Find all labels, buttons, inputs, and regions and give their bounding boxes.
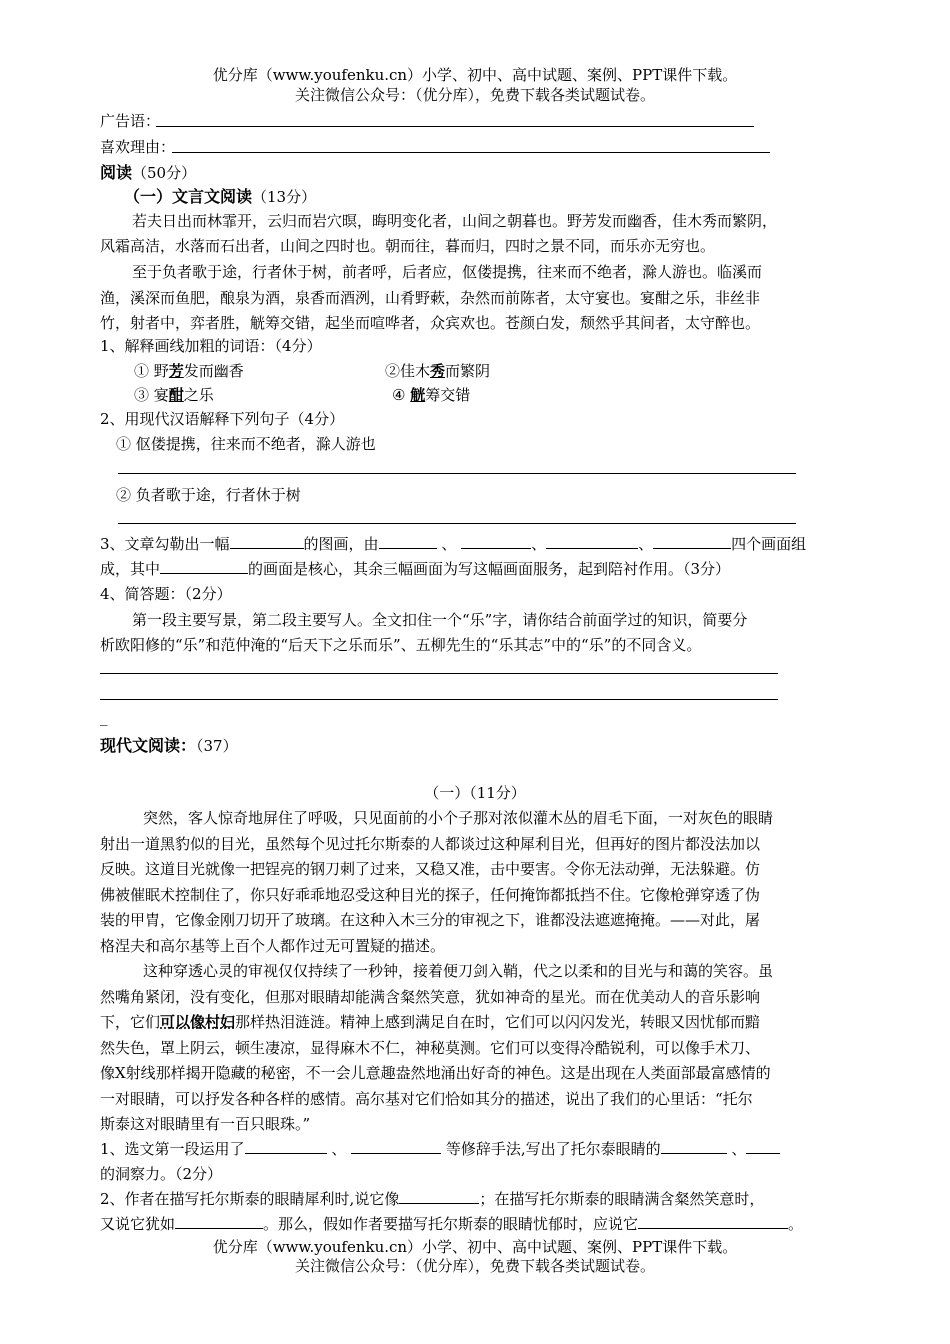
q1-item-4-word: 觥 [410,386,426,404]
q3-text-3: 四个画面组 [731,535,807,553]
mq1-text-1: 1、选文第一段运用了 [100,1140,245,1158]
classical-score: （13分） [252,188,317,206]
q1-item-4-pre: ④ [392,386,411,404]
q3-text-2: 的图画，由 [303,535,379,553]
mq2-text-5: 。 [788,1215,804,1233]
q1-item-1 [134,360,244,381]
q4-answer-line-2[interactable] [100,699,778,700]
modern-q1-line2: 的洞察力。（2分） [100,1165,223,1183]
q2-sentence-2: ② 负者歌于途，行者休于树 [116,486,301,504]
classical-q3-line1: 3、文章勾勒出一幅 的图画，由 、 、 、 四个画面组 [100,535,807,553]
modern-p1-line3: 反映。这道目光就像一把锃亮的钢刀刺了过来，又稳又准，击中要害。令你无法动弹，无法躲避。仿 [100,860,761,878]
classical-q1: 1、解释画线加粗的词语：（4分） [100,337,322,355]
classical-p2-line2: 渔，溪深而鱼肥，酿泉为酒，泉香而酒洌，山肴野蔌，杂然而前陈者，太守宴也。宴酣之乐，非丝非 [100,289,761,307]
q3-blank-5[interactable] [653,534,731,549]
classical-p1-line1: 若夫日出而林霏开，云归而岩穴暝，晦明变化者，山间之朝暮也。野芳发而幽香，佳木秀而繁阴， [132,212,778,230]
q3-blank-4[interactable] [546,534,638,549]
q1-item-1-pre: ① 野 [134,362,169,380]
q3-blank-2[interactable] [379,534,437,549]
header-line-1: 优分库（www.youfenku.cn）小学、初中、高中试题、案例、PPT课件下载。 [212,66,738,84]
modern-sub-title: （一）（11分） [424,784,526,802]
modern-p2-line7: 斯泰这对眼睛里有一百只眼珠。” [100,1115,311,1133]
modern-p1-line5: 装的甲胄，它像金刚刀切开了玻璃。在这种入木三分的审视之下，谁都没法遮遮掩掩。——对此，屠 [100,911,761,929]
modern-p2-line4: 然失色，罩上阴云，顿生凄凉，显得麻木不仁，神秘莫测。它们可以变得冷酷锐利，可以像手术刀、 [100,1039,761,1057]
classical-q4: 4、简答题：（2分） [100,585,232,603]
q2-sentence-1: ① 伛偻提携，往来而不绝者，滁人游也 [116,435,376,453]
q3-text-1: 3、文章勾勒出一幅 [100,535,230,553]
q1-item-3-post: 之乐 [183,386,214,404]
reading-title: 阅读 [100,163,133,182]
mq2-blank-2[interactable] [175,1214,263,1229]
modern-p1-line6: 格涅夫和高尔基等上百个人都作过无可置疑的描述。 [100,937,446,955]
q3-blank-6[interactable] [160,559,248,574]
q3-blank-1[interactable] [230,534,304,549]
modern-heading [100,733,238,756]
footer-line-2: 关注微信公众号：（优分库），免费下载各类试题试卷。 [294,1257,655,1275]
modern-p1-line4: 佛被催眠术控制住了，你只好乖乖地忍受这种目光的探子，任何掩饰都抵挡不住。它像枪弹穿透了伪 [100,886,761,904]
modern-p2-line2: 然嘴角紧闭，没有变化，但那对眼睛却能满含粲然笑意，犹如神奇的星光。而在优美动人的音乐影响 [100,988,761,1006]
ad-answer-line[interactable] [156,126,754,127]
mq1-blank-2[interactable] [351,1139,441,1154]
reason-answer-line[interactable] [172,152,770,153]
q2-answer-line-2[interactable] [118,523,796,524]
mq1-blank-4[interactable] [746,1139,780,1154]
mq1-text-4: 、 [726,1140,747,1158]
modern-p2-line3 [100,1011,760,1032]
p2-line3-emphasis: 可以像村妇 [160,1013,236,1031]
p2-line3-pre: 下，它们 [100,1013,161,1031]
classical-title: （一）文言文阅读 [124,187,253,206]
modern-score: （37） [196,737,238,755]
reason-label: 喜欢理由： [100,138,176,156]
q4-text-line1: 第一段主要写景，第二段主要写人。全文扣住一个“乐”字，请你结合前面学过的知识，简要分 [132,611,748,629]
classical-p2-line1: 至于负者歌于途，行者休于树，前者呼，后者应，伛偻提携，往来而不绝者，滁人游也。临溪而 [132,263,763,281]
mq2-text-4: 。那么，假如作者要描写托尔斯泰的眼睛忧郁时，应说它 [263,1215,639,1233]
mq2-blank-1[interactable] [399,1189,479,1204]
modern-p2-line6: 一对眼睛，可以抒发各种各样的感情。高尔基对它们恰如其分的描述，说出了我们的心里话：“托尔 [100,1090,753,1108]
footer-line-1: 优分库（www.youfenku.cn）小学、初中、高中试题、案例、PPT课件下载。 [212,1238,738,1256]
header-line-2: 关注微信公众号：（优分库），免费下载各类试题试卷。 [294,86,655,104]
modern-q1-line1 [100,1138,780,1159]
classical-q2: 2、用现代汉语解释下列句子（4分） [100,410,345,428]
modern-p1-line2: 射出一道黑豹似的目光，虽然每个见过托尔斯泰的人都谈过这种犀利目光，但再好的图片都没法加以 [100,835,761,853]
q4-text-line2: 析欧阳修的“乐”和范仲淹的“后天下之乐而乐”、五柳先生的“乐其志”中的“乐”的不同含义。 [100,636,702,654]
q4-answer-line-1[interactable] [100,673,778,674]
mq1-text-3: 等修辞手法,写出了托尔泰眼睛的 [441,1140,661,1158]
classical-p2-line3: 竹，射者中，弈者胜，觥筹交错，起坐而喧哗者，众宾欢也。苍颜白发，颓然乎其间者，太守醉也。 [100,314,761,332]
mq2-text-3: 又说它犹如 [100,1215,176,1233]
ad-label: 广告语： [100,112,161,130]
q1-item-1-word: 芳 [168,362,184,380]
modern-p1-line1: 突然，客人惊奇地屏住了呼吸，只见面前的小个子那对浓似灌木丛的眉毛下面，一对灰色的眼睛 [143,809,774,827]
q1-item-3-word: 酣 [168,386,184,404]
q1-item-2-post: 而繁阴 [445,362,491,380]
q1-item-1-post: 发而幽香 [183,362,244,380]
mq1-text-2: 、 [326,1140,352,1158]
q2-answer-line-1[interactable] [118,473,796,474]
q1-item-2-pre: ②佳木 [385,362,431,380]
mq2-text-1: 2、作者在描写托尔斯泰的眼睛犀利时,说它像 [100,1190,400,1208]
classical-p1-line2: 风霜高洁，水落而石出者，山间之四时也。朝而往，暮而归，四时之景不同，而乐亦无穷也。 [100,237,716,255]
q1-item-3 [134,384,214,405]
mq2-blank-3[interactable] [638,1214,788,1229]
modern-q2-line2 [100,1213,803,1234]
classical-q3-line2 [100,558,730,579]
q1-item-4-post: 筹交错 [425,386,471,404]
q1-item-2 [385,360,490,381]
reading-heading [100,160,196,183]
reading-score: （50分） [132,164,197,182]
modern-p2-line5: 像X射线那样揭开隐藏的秘密，不一会儿意趣盎然地涌出好奇的神色。这是出现在人类面部最富感情的 [100,1064,771,1082]
mq1-blank-1[interactable] [245,1139,327,1154]
modern-title: 现代文阅读： [100,736,197,755]
modern-q2-line1 [100,1188,764,1209]
q3-text-5: 的画面是核心，其余三幅画面为写这幅画面服务，起到陪衬作用。（3分） [248,560,731,578]
q1-item-2-word: 秀 [430,362,446,380]
q3-text-4: 成，其中 [100,560,161,578]
q3-blank-3[interactable] [461,534,531,549]
p2-line3-post: 那样热泪涟涟。精神上感到满足自在时，它们可以闪闪发光，转眼又因忧郁而黯 [235,1013,761,1031]
modern-p2-line1: 这种穿透心灵的审视仅仅持续了一秒钟，接着便刀剑入鞘，代之以柔和的目光与和蔼的笑容。虽 [143,962,774,980]
classical-heading [124,184,316,207]
mq2-text-2: ；在描写托尔斯泰的眼睛满含粲然笑意时， [479,1190,765,1208]
stray-underscore: _ [100,708,108,726]
mq1-blank-3[interactable] [661,1139,727,1154]
q1-item-4 [392,384,470,405]
q1-item-3-pre: ③ 宴 [134,386,169,404]
